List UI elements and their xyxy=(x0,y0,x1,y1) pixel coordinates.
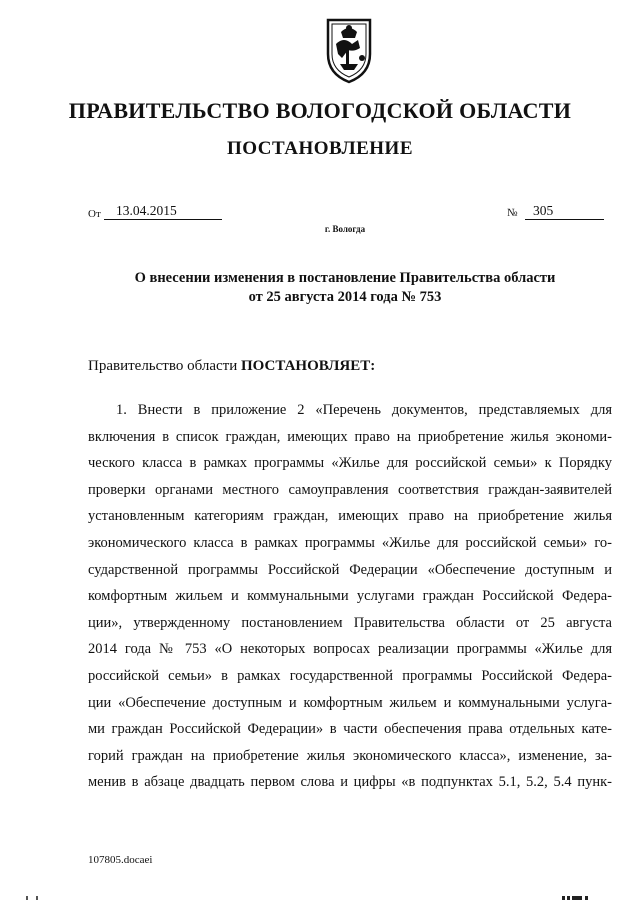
body-line: ческого класса в рамках программы «Жилье для российской семьи» к Порядку xyxy=(88,455,612,472)
document-type: ПОСТАНОВЛЕНИЕ xyxy=(226,138,414,159)
body-paragraph xyxy=(88,397,612,796)
body-line: 1. Внести в приложение 2 «Перечень документов, представляемых для xyxy=(116,402,612,418)
body-line: установленным категориям граждан, имеющих право на приобретение жилья xyxy=(88,508,612,525)
document-subject xyxy=(0,269,640,307)
body-line: проверки органами местного самоуправления соответствия граждан-заявителей xyxy=(88,481,612,498)
decree-statement xyxy=(88,358,375,375)
date-label: От xyxy=(88,208,101,220)
body-line: 2014 года № 753 «О некоторых вопросах реализации программы «Жилье для xyxy=(88,641,612,658)
body-line: ции», утвержденному постановлением Правительства области от 25 августа xyxy=(88,614,612,631)
decree-prefix: Правительство области xyxy=(88,358,238,374)
city-label: г. Вологда xyxy=(324,224,366,234)
subject-line-1: О внесении изменения в постановление Правительства области xyxy=(134,270,556,286)
file-identifier: 107805.docaei xyxy=(88,854,153,866)
number-label: № xyxy=(507,207,518,219)
body-line: менив в абзаце двадцать первом слова и цифры «в подпунктах 5.1, 5.2, 5.4 пунк- xyxy=(88,774,612,791)
scan-mark-right xyxy=(562,895,592,901)
body-line: сударственной программы Российской Федерации «Обеспечение доступным и xyxy=(88,561,612,578)
body-line: горий граждан на приобретение жилья экономического класса», изменение, за- xyxy=(88,747,612,764)
document-date: 13.04.2015 xyxy=(104,203,222,220)
decree-keyword: ПОСТАНОВЛЯЕТ: xyxy=(240,358,376,374)
body-line: ми граждан Российской Федерации» в части обеспечения права отдельных кате- xyxy=(88,721,612,738)
document-number: 305 xyxy=(525,203,604,220)
scan-mark-left xyxy=(26,895,40,901)
government-title: ПРАВИТЕЛЬСТВО ВОЛОГОДСКОЙ ОБЛАСТИ xyxy=(68,98,572,123)
body-line: российской семьи» в рамках государственной программы Российской Федера- xyxy=(88,667,612,684)
body-line: ции «Обеспечение доступным и комфортным жильем и коммунальными услуга- xyxy=(88,694,612,711)
coat-of-arms-icon xyxy=(324,14,374,84)
body-line: комфортным жильем и коммунальными услугами граждан Российской Федера- xyxy=(88,588,612,605)
subject-line-2: от 25 августа 2014 года № 753 xyxy=(248,289,442,305)
body-line: включения в список граждан, имеющих право на приобретение жилья экономи- xyxy=(88,428,612,445)
body-line: экономического класса в рамках программы «Жилье для российской семьи» го- xyxy=(88,534,612,551)
